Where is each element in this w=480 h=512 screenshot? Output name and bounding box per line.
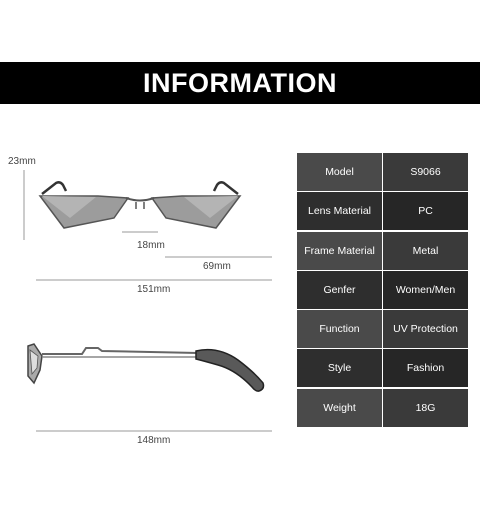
temple-length-label: 148mm (137, 435, 171, 446)
spec-key: Function (297, 310, 382, 348)
spec-value: UV Protection (383, 310, 468, 348)
spec-value: Fashion (383, 349, 468, 387)
spec-row-function (297, 310, 468, 348)
total-width-label: 151mm (137, 284, 171, 295)
height-label: 23mm (8, 156, 36, 167)
front-view-glasses (40, 182, 240, 228)
dimension-lines (36, 232, 272, 431)
spec-value: PC (383, 192, 468, 230)
spec-row-gender (297, 271, 468, 309)
spec-value: Metal (383, 232, 468, 270)
side-view-glasses (28, 344, 264, 391)
spec-row-style (297, 349, 468, 387)
bridge-label: 18mm (137, 240, 165, 251)
spec-value: S9066 (383, 153, 468, 191)
spec-row-frame-material (297, 232, 468, 270)
spec-key: Style (297, 349, 382, 387)
spec-key: Genfer (297, 271, 382, 309)
spec-row-weight (297, 389, 468, 427)
spec-row-lens-material (297, 192, 468, 230)
spec-row-model (297, 153, 468, 191)
banner-title: INFORMATION (143, 67, 337, 98)
spec-table (297, 153, 468, 428)
spec-key: Weight (297, 389, 382, 427)
lens-width-label: 69mm (203, 261, 231, 272)
spec-key: Frame Material (297, 232, 382, 270)
spec-value: Women/Men (383, 271, 468, 309)
spec-key: Lens Material (297, 192, 382, 230)
spec-value: 18G (383, 389, 468, 427)
spec-key: Model (297, 153, 382, 191)
